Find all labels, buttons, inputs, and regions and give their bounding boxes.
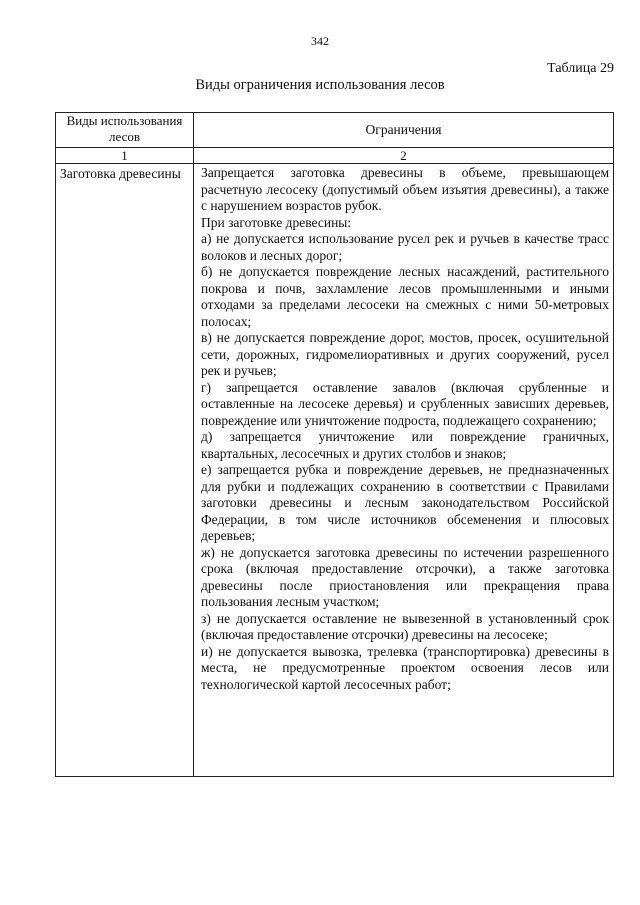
restriction-paragraph: б) не допускается повреждение лесных насаждений, растительного покрова и почв, захламление лесов промышленными и иными отходами за пределами лесосеки на смежных с ними 50-метровых полосах; [201, 264, 609, 329]
table-row [56, 164, 614, 777]
header-forest-use-types: Виды использования лесов [56, 113, 194, 148]
restriction-paragraph: д) запрещается уничтожение или повреждение граничных, квартальных, лесосечных и других столбов и знаков; [201, 429, 609, 461]
restriction-paragraph: з) не допускается оставление не вывезенной в установленный срок (включая предоставление отсрочки) древесины на лесосеке; [201, 610, 609, 642]
restriction-paragraph: Запрещается заготовка древесины в объеме, превышающем расчетную лесосеку (допустимый объем изъятия древесины), а также с нарушением возрастов рубок. [201, 165, 609, 213]
restriction-paragraph: и) не допускается вывозка, трелевка (транспортировка) древесины в места, не предусмотренные проектом освоения лесов или технологической картой лесосечных работ; [201, 643, 609, 692]
restriction-paragraph: ж) не допускается заготовка древесины по истечении разрешенного срока (включая предоставление отсрочки), а также заготовка древесины после приостановления или прекращения права пользования лесным участком; [201, 544, 609, 609]
restrictions-table [55, 112, 614, 777]
table-label: Таблица 29 [547, 61, 614, 76]
restriction-paragraph: При заготовке древесины: [201, 214, 352, 230]
restriction-paragraph: е) запрещается рубка и повреждение деревьев, не предназначенных для рубки и подлежащих сохранению в соответствии с Правилами заготовки древесины и лесным законодательством Российской Федерации, в том числе источников обсеменения и плюсовых деревьев; [201, 462, 609, 543]
restriction-paragraph: г) запрещается оставление завалов (включая срубленные и оставленные на лесосеке деревья) и срубленных зависших деревьев, повреждение или уничтожение подроста, подлежащего сохранению; [201, 379, 609, 428]
restriction-paragraph: а) не допускается использование русел рек и ручьев в качестве трасс волоков и лесных дорог; [201, 231, 609, 263]
restrictions-cell [194, 164, 614, 777]
column-number-1: 1 [56, 148, 194, 164]
page-number: 342 [311, 34, 329, 48]
table-header-row [56, 113, 614, 148]
forest-use-cell: Заготовка древесины [56, 164, 194, 777]
restriction-paragraph: в) не допускается повреждение дорог, мостов, просек, осушительной сети, дорожных, гидромелиоративных и других сооружений, русел рек и ручьев; [201, 330, 609, 378]
document-title: Виды ограничения использования лесов [195, 77, 445, 93]
header-restrictions: Ограничения [194, 113, 614, 148]
column-number-2: 2 [194, 148, 614, 164]
column-number-row [56, 148, 614, 164]
